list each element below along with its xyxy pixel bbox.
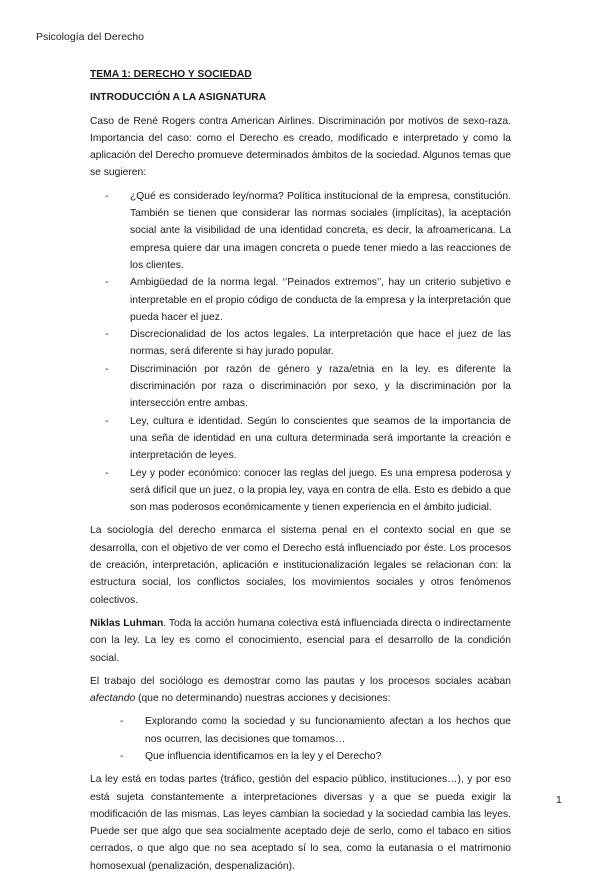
list-item: - Ambigüedad de la norma legal. ‘’Peinados extremos’’, hay un criterio subjetivo e interpretable en el propio código de conducta de la empresa y la interpretación que pueda hacer el juez. <box>90 274 511 326</box>
list-item: - ¿Qué es considerado ley/norma? Política institucional de la empresa, constitución. También se tienen que considerar las normas sociales (implícitas), la aceptación social ante la visibilidad de una identidad concreta, es decir, la afroamericana. La empresa quiere dar una imagen concreta o puede tener miedo a las reacciones de los clientes. <box>90 188 511 274</box>
list-item: - Ley y poder económico: conocer las reglas del juego. Es una empresa poderosa y será difícil que un juez, o la propia ley, vaya en contra de ella. Esto es debido a que son mas poderosos económicamente y tienen experiencia en el ámbito judicial. <box>90 465 511 517</box>
emphasis-word: afectando <box>90 693 136 705</box>
luhman-text: . Toda la acción humana colectiva está influenciada directa o indirectamente con la ley. La ley es como el conocimiento, esencial para el desarrollo de la condición social. <box>90 617 511 664</box>
list-item: - Discriminación por razón de género y raza/etnia en la ley. es diferente la discriminación por raza o discriminación por sexo, y la discriminación por la intersección entre ambas. <box>90 361 511 413</box>
topics-list <box>90 188 511 517</box>
page-number: 1 <box>556 794 562 806</box>
sociologist-text-after: (que no determinando) nuestras acciones y decisiones: <box>135 693 391 705</box>
sociologist-text-before: El trabajo del sociólogo es demostrar como las pautas y los procesos sociales acaban <box>90 675 511 687</box>
list-item: - Discrecionalidad de los actos legales. La interpretación que hace el juez de las normas, será diferente si hay jurado popular. <box>90 326 511 361</box>
section-heading: INTRODUCCIÓN A LA ASIGNATURA <box>90 92 267 104</box>
sociology-paragraph: La sociología del derecho enmarca el sistema penal en el contexto social en que se desarrolla, con el objetivo de ver como el Derecho está influenciado por éste. Los procesos de creación, interpretación, aplicación e institucionalización legales se relacionan con: la estructura social, los conflictos sociales, los movimientos sociales y otros fenómenos colectivos. <box>90 525 511 606</box>
document-body <box>90 66 511 881</box>
list-item: - Ley, cultura e identidad. Según lo conscientes que seamos de la importancia de una seña de identidad en una cultura determinada será importante la creación e interpretación de leyes. <box>90 413 511 465</box>
sociologist-paragraph <box>90 673 511 708</box>
intro-paragraph: Caso de René Rogers contra American Airlines. Discriminación por motivos de sexo-raza. Importancia del caso: como el Derecho es creado, modificado e interpretado y como la aplicación del Derecho promueve determinados ámbitos de la sociedad. Algunos temas que se sugieren: <box>90 115 511 179</box>
author-name: Niklas Luhman <box>90 617 164 629</box>
list-item: - Explorando como la sociedad y su funcionamiento afectan a los hechos que nos ocurren, las decisiones que tomamos… <box>90 713 511 748</box>
law-paragraph: La ley está en todas partes (tráfico, gestión del espacio público, instituciones…), y por eso está sujeta constantemente a interpretaciones diversas y a que se pueda exigir la modificación de las mismas. Las leyes cambian la sociedad y la sociedad cambia las leyes. Puede ser que algo que sea socialmente aceptado deje de serlo, como el tabaco en sitios cerrados, o que algo que no sea aceptado sí lo sea, como la eutanasia o el matrimonio homosexual (penalización, despenalización). <box>90 774 511 872</box>
sociologist-points-list <box>90 713 511 765</box>
document-title: TEMA 1: DERECHO Y SOCIEDAD <box>90 69 252 80</box>
list-item: - Que influencia identificamos en la ley y el Derecho? <box>90 748 511 765</box>
luhman-paragraph <box>90 615 511 667</box>
page-header: Psicología del Derecho <box>36 31 144 43</box>
